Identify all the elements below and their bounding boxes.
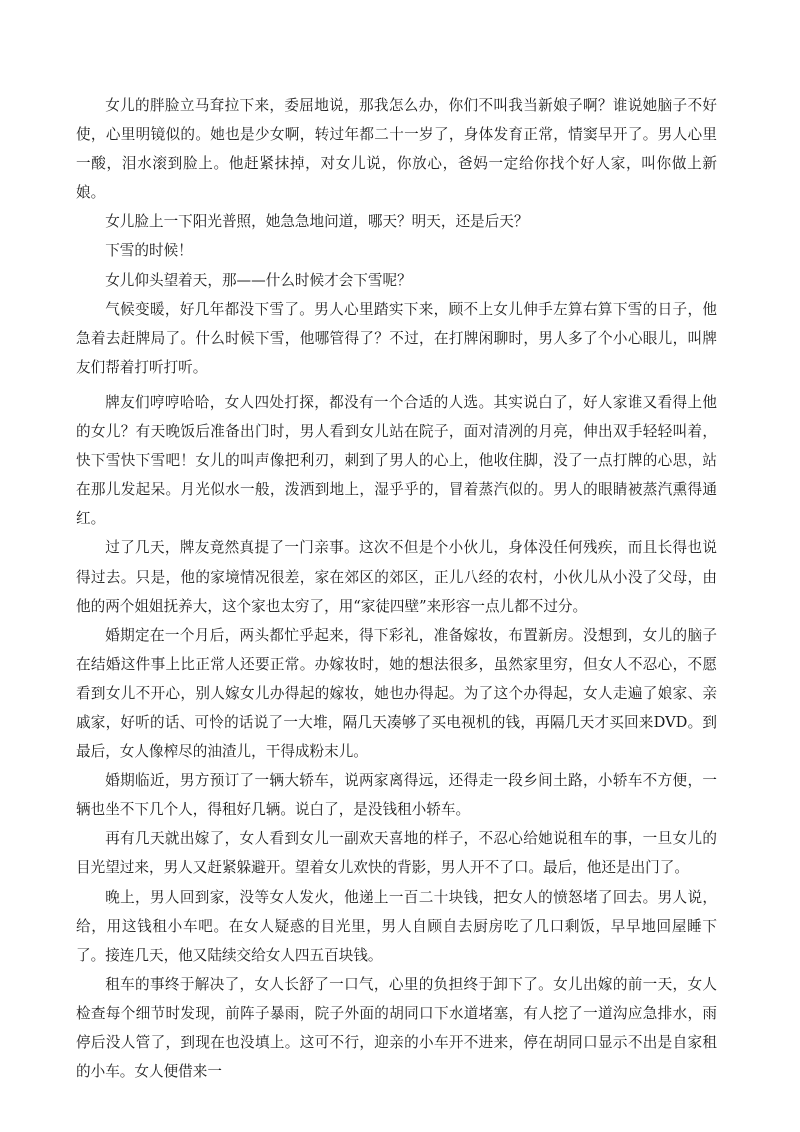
paragraph: 再有几天就出嫁了，女人看到女儿一副欢天喜地的样子，不忍心给她说租车的事，一旦女儿的目光望过来，男人又赶紧躲避开。望着女儿欢快的背影，男人开不了口。最后，他还是出门了。: [76, 830, 717, 877]
paragraph: 婚期定在一个月后，两头都忙乎起来，得下彩礼，准备嫁妆，布置新房。没想到，女儿的脑子在结婚这件事上比正常人还要正常。办嫁妆时，她的想法很多，虽然家里穷，但女人不忍心，不愿看到女儿不开心，别人嫁女儿办得起的嫁妆，她也办得起。为了这个办得起，女人走遍了娘家、亲戚家，好听的话、可怜的话说了一大堆，隔几天凑够了买电视机的钱，再隔几天才买回来DVD。到最后，女人像榨尽的油渣儿，干得成粉末儿。: [76, 626, 717, 761]
paragraph: 下雪的时候！: [105, 242, 193, 260]
paragraph: 婚期临近，男方预订了一辆大轿车，说两家离得远，还得走一段乡间土路，小轿车不方便，一辆也坐不下几个人，得租好几辆。说白了，是没钱租小轿车。: [76, 772, 717, 819]
paragraph: 女儿脸上一下阳光普照，她急急地问道，哪天？明天，还是后天？: [105, 213, 529, 231]
paragraph: 过了几天，牌友竟然真提了一门亲事。这次不但是个小伙儿，身体没任何残疾，而且长得也说得过去。只是，他的家境情况很差，家在郊区的郊区，正儿八经的农村，小伙儿从小没了父母，由他的两个姐姐抚养大，这个家也太穷了，用“家徒四壁”来形容一点儿都不过分。: [76, 539, 717, 615]
paragraph: 租车的事终于解决了，女人长舒了一口气，心里的负担终于卸下了。女儿出嫁的前一天，女人检查每个细节时发现，前阵子暴雨，院子外面的胡同口下水道堵塞，有人挖了一道沟应急排水，雨停后没人管了，到现在也没填上。这可不行，迎亲的小车开不进来，停在胡同口显示不出是自家租的小车。女人便借来一: [76, 975, 717, 1081]
paragraph: 晚上，男人回到家，没等女人发火，他递上一百二十块钱，把女人的愤怒堵了回去。男人说，给，用这钱租小车吧。在女人疑惑的目光里，男人自顾自去厨房吃了几口剩饭，早早地回屋睡下了。接连几天，他又陆续交给女人四五百块钱。: [76, 888, 717, 964]
paragraph: 牌友们哼哼哈哈，女人四处打探，都没有一个合适的人选。其实说白了，好人家谁又看得上他的女儿？有天晚饭后准备出门时，男人看到女儿站在院子，面对清冽的月亮，伸出双手轻轻叫着，快下雪快下雪吧！女儿的叫声像把利刃，刺到了男人的心上，他收住脚，没了一点打牌的心思，站在那儿发起呆。月光似水一般，泼洒到地上，湿乎乎的，冒着蒸汽似的。男人的眼睛被蒸汽熏得通红。: [76, 393, 717, 528]
article-body: [76, 91, 717, 1086]
paragraph: 女儿的胖脸立马耷拉下来，委屈地说，那我怎么办，你们不叫我当新娘子啊？谁说她脑子不好使，心里明镜似的。她也是少女啊，转过年都二十一岁了，身体发育正常，情窦早开了。男人心里一酸，泪水滚到脸上。他赶紧抹掉，对女儿说，你放心，爸妈一定给你找个好人家，叫你做上新娘。: [76, 97, 717, 202]
paragraph: 气候变暖，好几年都没下雪了。男人心里踏实下来，顾不上女儿伸手左算右算下雪的日子，他急着去赶牌局了。什么时候下雪，他哪管得了？不过，在打牌闲聊时，男人多了个小心眼儿，叫牌友们帮着打听打听。: [76, 300, 717, 376]
paragraph: 女儿仰头望着天，那——什么时候才会下雪呢？: [105, 271, 412, 289]
